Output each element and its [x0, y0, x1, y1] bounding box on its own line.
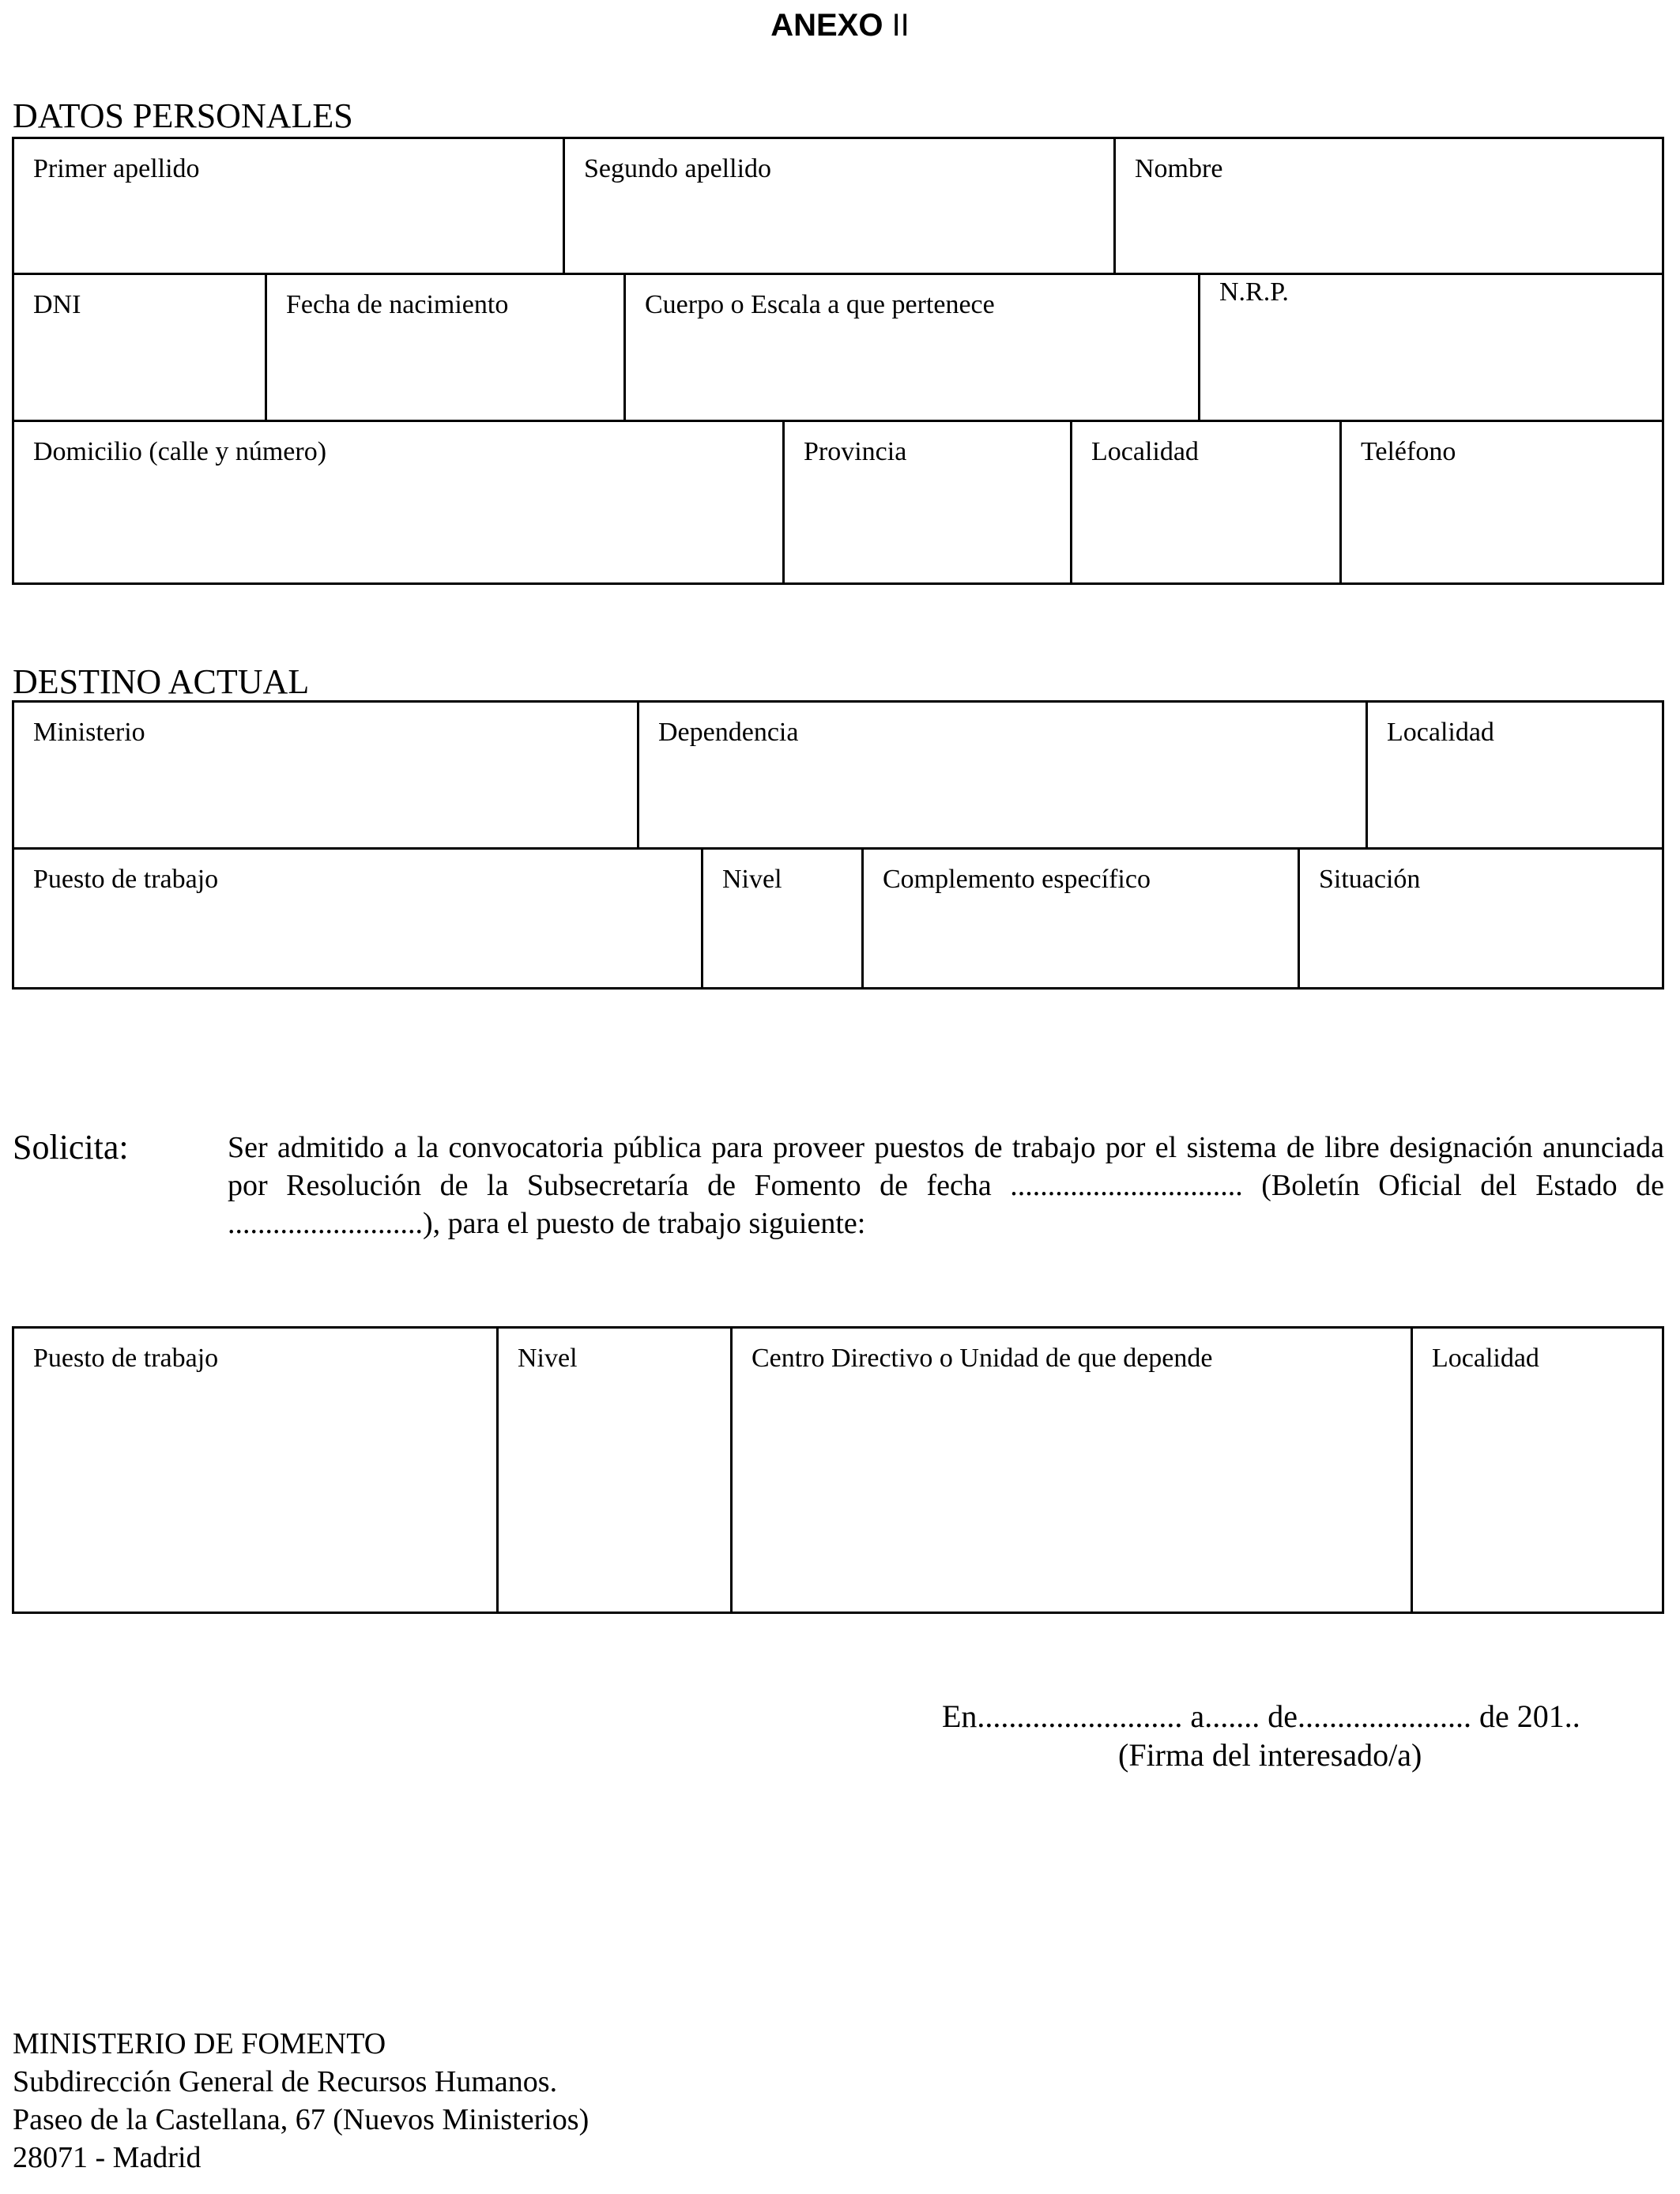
- field-centro-directivo[interactable]: Centro Directivo o Unidad de que depende: [733, 1329, 1413, 1612]
- field-domicilio[interactable]: Domicilio (calle y número): [14, 422, 785, 582]
- field-localidad-solicitado[interactable]: Localidad: [1432, 1344, 1539, 1373]
- field-primer-apellido[interactable]: Primer apellido: [14, 139, 565, 275]
- date-line[interactable]: En.......................... a....... de...................... de 201..: [942, 1698, 1580, 1734]
- field-localidad[interactable]: Localidad: [1072, 422, 1342, 582]
- field-nivel-solicitado[interactable]: Nivel: [499, 1329, 733, 1612]
- puesto-solicitado-table: [12, 1326, 1664, 1614]
- solicita-label: Solicita:: [13, 1128, 129, 1167]
- datos-personales-table: [12, 137, 1664, 585]
- footer-ministry: MINISTERIO DE FOMENTO: [13, 2027, 386, 2060]
- field-localidad-destino[interactable]: Localidad: [1368, 703, 1662, 850]
- field-ministerio[interactable]: Ministerio: [14, 703, 639, 850]
- signature-label: (Firma del interesado/a): [1118, 1737, 1422, 1773]
- solicita-text: Ser admitido a la convocatoria pública para proveer puestos de trabajo por el sistema de libre designación anunciada por Resolución de la Subsecretaría de Fomento de fecha ............................... (Boletín Oficial del Estado de ..........................), para el puesto de trabajo siguiente:: [228, 1131, 1664, 1240]
- field-complemento-especifico[interactable]: Complemento específico: [864, 850, 1300, 987]
- field-provincia[interactable]: Provincia: [785, 422, 1072, 582]
- field-puesto-trabajo-actual[interactable]: Puesto de trabajo: [14, 850, 703, 987]
- field-situacion[interactable]: Situación: [1319, 865, 1421, 894]
- field-nombre[interactable]: Nombre: [1116, 139, 1662, 275]
- footer-address: [13, 2025, 589, 2177]
- destino-actual-table: [12, 700, 1664, 990]
- footer-department: Subdirección General de Recursos Humanos.: [13, 2065, 558, 2098]
- field-cuerpo-escala[interactable]: Cuerpo o Escala a que pertenece: [626, 275, 1200, 422]
- footer-postcode: 28071 - Madrid: [13, 2141, 202, 2174]
- field-nrp[interactable]: N.R.P.: [1200, 275, 1662, 422]
- field-puesto-trabajo-solicitado[interactable]: Puesto de trabajo: [14, 1329, 499, 1612]
- title-rest: II: [883, 8, 910, 43]
- document-title: [0, 6, 1680, 44]
- datos-personales-heading: DATOS PERSONALES: [13, 96, 353, 135]
- field-nivel-actual[interactable]: Nivel: [703, 850, 864, 987]
- destino-actual-heading: DESTINO ACTUAL: [13, 662, 310, 701]
- field-telefono[interactable]: Teléfono: [1361, 437, 1456, 466]
- field-dni[interactable]: DNI: [14, 275, 267, 422]
- field-segundo-apellido[interactable]: Segundo apellido: [565, 139, 1116, 275]
- title-bold: ANEXO: [770, 8, 883, 43]
- field-dependencia[interactable]: Dependencia: [639, 703, 1368, 850]
- field-fecha-nacimiento[interactable]: Fecha de nacimiento: [267, 275, 626, 422]
- footer-street: Paseo de la Castellana, 67 (Nuevos Ministerios): [13, 2103, 590, 2136]
